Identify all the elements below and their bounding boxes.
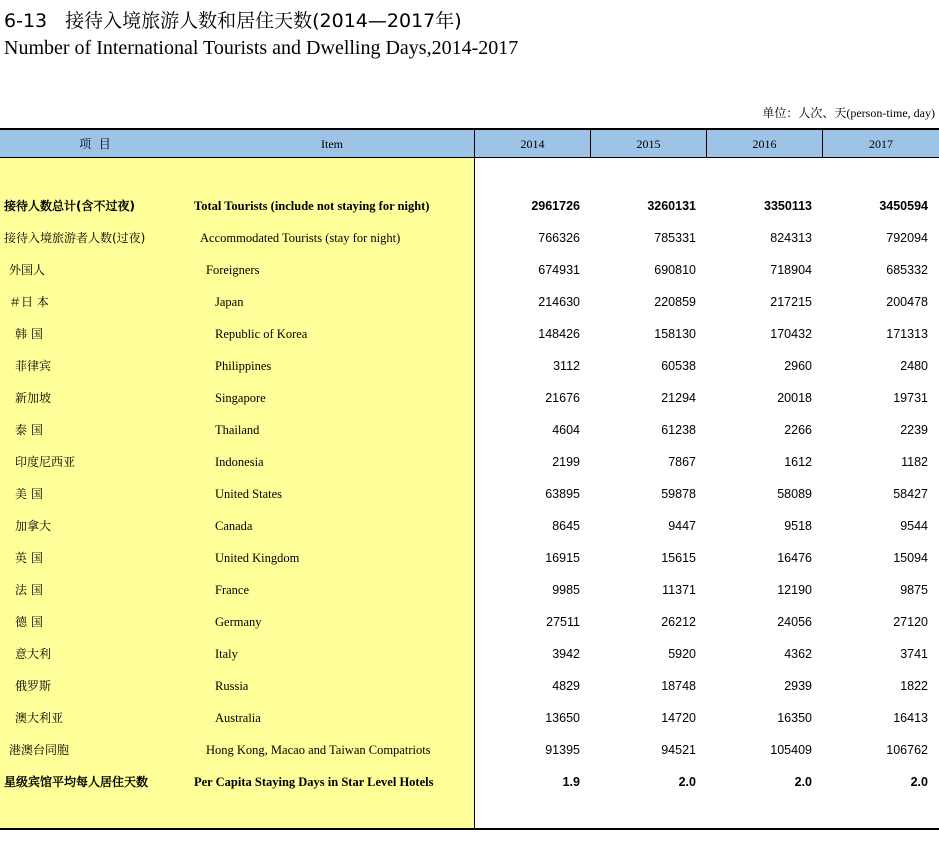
row-label-en: Indonesia <box>215 455 264 469</box>
row-label-en: Singapore <box>215 391 266 405</box>
cell-2015: 26212 <box>661 615 696 629</box>
table-number: 6-13 <box>4 10 48 32</box>
cell-2015: 60538 <box>661 359 696 373</box>
cell-2016: 718904 <box>770 263 812 277</box>
cell-2014: 214630 <box>538 295 580 309</box>
cell-2016: 2.0 <box>794 775 812 789</box>
table-row <box>0 254 939 286</box>
row-label-cn: 星级宾馆平均每人居住天数 <box>4 775 149 789</box>
cell-2015: 59878 <box>661 487 696 501</box>
table-row <box>0 542 939 574</box>
row-label-cn: 澳大利亚 <box>15 711 64 725</box>
cell-2015: 785331 <box>654 231 696 245</box>
cell-2014: 13650 <box>545 711 580 725</box>
cell-2015: 94521 <box>661 743 696 757</box>
cell-2014: 2199 <box>552 455 580 469</box>
cell-2016: 16350 <box>777 711 812 725</box>
cell-2017: 200478 <box>886 295 928 309</box>
row-label-en: Italy <box>215 647 238 661</box>
cell-2014: 4829 <box>552 679 580 693</box>
row-label-en: Germany <box>215 615 262 629</box>
title-cn-text: 接待入境旅游人数和居住天数(2014—2017年) <box>65 10 462 32</box>
table-row <box>0 702 939 734</box>
cell-2014: 766326 <box>538 231 580 245</box>
row-label-en: Total Tourists (include not staying for night) <box>194 199 430 213</box>
cell-2017: 3741 <box>900 647 928 661</box>
cell-2015: 690810 <box>654 263 696 277</box>
unit-label: 单位：人次、天(person-time, day) <box>762 106 935 120</box>
cell-2014: 1.9 <box>562 775 580 789</box>
cell-2017: 2480 <box>900 359 928 373</box>
cell-2016: 4362 <box>784 647 812 661</box>
cell-2014: 148426 <box>538 327 580 341</box>
table-row <box>0 350 939 382</box>
row-label-en: Republic of Korea <box>215 327 308 341</box>
header-year-2015: 2015 <box>636 137 661 151</box>
header-item-en: Item <box>321 137 343 151</box>
row-label-cn: 接待人数总计(含不过夜) <box>4 199 135 213</box>
cell-2017: 2239 <box>900 423 928 437</box>
header-year-2014: 2014 <box>520 137 545 151</box>
cell-2016: 24056 <box>777 615 812 629</box>
page-title-en: Number of International Tourists and Dwelling Days,2014-2017 <box>4 37 519 59</box>
cell-2015: 7867 <box>668 455 696 469</box>
row-label-en: United States <box>215 487 283 501</box>
table-row <box>0 478 939 510</box>
cell-2014: 3112 <box>553 359 580 373</box>
table-row <box>0 766 939 798</box>
row-label-en: France <box>215 583 250 597</box>
row-label-en: Per Capita Staying Days in Star Level Hotels <box>194 775 434 789</box>
row-label-cn: 港澳台同胞 <box>9 743 70 757</box>
cell-2017: 3450594 <box>879 199 928 213</box>
table-row <box>0 574 939 606</box>
cell-2016: 2266 <box>784 423 812 437</box>
cell-2014: 91395 <box>545 743 580 757</box>
cell-2015: 21294 <box>661 391 696 405</box>
row-label-en: Australia <box>215 711 261 725</box>
cell-2016: 824313 <box>770 231 812 245</box>
cell-2014: 4604 <box>552 423 580 437</box>
row-label-en: Hong Kong, Macao and Taiwan Compatriots <box>206 743 431 757</box>
cell-2016: 12190 <box>777 583 812 597</box>
row-label-en: Philippines <box>215 359 272 373</box>
cell-2017: 1822 <box>900 679 928 693</box>
cell-2014: 674931 <box>538 263 580 277</box>
cell-2015: 9447 <box>668 519 696 533</box>
cell-2017: 19731 <box>893 391 928 405</box>
row-label-en: Canada <box>215 519 253 533</box>
row-label-cn: 法 国 <box>15 583 43 597</box>
row-label-cn: 新加坡 <box>15 391 52 405</box>
cell-2014: 9985 <box>552 583 580 597</box>
table-bottom-rule <box>0 828 939 830</box>
row-label-en: Foreigners <box>206 263 260 277</box>
row-label-cn: 菲律宾 <box>15 359 52 373</box>
table-row <box>0 286 939 318</box>
cell-2017: 9875 <box>900 583 928 597</box>
table-row <box>0 382 939 414</box>
cell-2017: 171313 <box>886 327 928 341</box>
table-header <box>0 128 939 158</box>
cell-2017: 106762 <box>886 743 928 757</box>
row-label-en: United Kingdom <box>215 551 300 565</box>
cell-2014: 2961726 <box>531 199 580 213</box>
cell-2016: 2939 <box>784 679 812 693</box>
table-row <box>0 670 939 702</box>
row-label-en: Accommodated Tourists (stay for night) <box>200 231 401 245</box>
cell-2016: 2960 <box>784 359 812 373</box>
cell-2016: 16476 <box>777 551 812 565</box>
cell-2014: 8645 <box>552 519 580 533</box>
cell-2015: 5920 <box>668 647 696 661</box>
cell-2016: 20018 <box>777 391 812 405</box>
cell-2015: 18748 <box>661 679 696 693</box>
cell-2015: 3260131 <box>647 199 696 213</box>
cell-2016: 170432 <box>770 327 812 341</box>
row-label-cn: 外国人 <box>9 263 46 277</box>
cell-2017: 2.0 <box>910 775 928 789</box>
cell-2014: 63895 <box>545 487 580 501</box>
cell-2015: 14720 <box>661 711 696 725</box>
header-year-2016: 2016 <box>752 137 777 151</box>
row-label-en: Thailand <box>215 423 260 437</box>
cell-2017: 27120 <box>893 615 928 629</box>
cell-2017: 16413 <box>893 711 928 725</box>
table-row <box>0 318 939 350</box>
table-row <box>0 446 939 478</box>
row-label-cn: ＃日 本 <box>9 295 49 309</box>
cell-2016: 9518 <box>784 519 812 533</box>
row-label-cn: 意大利 <box>15 647 52 661</box>
cell-2014: 21676 <box>545 391 580 405</box>
cell-2014: 16915 <box>545 551 580 565</box>
table-row <box>0 222 939 254</box>
table-row <box>0 734 939 766</box>
row-label-en: Russia <box>215 679 249 693</box>
cell-2016: 217215 <box>770 295 812 309</box>
cell-2015: 15615 <box>661 551 696 565</box>
row-label-cn: 韩 国 <box>15 327 43 341</box>
cell-2014: 3942 <box>552 647 580 661</box>
cell-2017: 9544 <box>900 519 928 533</box>
cell-2017: 58427 <box>893 487 928 501</box>
header-item-cn: 项 目 <box>79 137 111 151</box>
cell-2017: 15094 <box>893 551 928 565</box>
row-label-cn: 印度尼西亚 <box>15 455 76 469</box>
row-label-cn: 泰 国 <box>15 423 43 437</box>
cell-2016: 3350113 <box>764 199 812 213</box>
row-label-cn: 俄罗斯 <box>15 679 52 693</box>
row-label-cn: 英 国 <box>15 551 43 565</box>
row-label-cn: 德 国 <box>15 615 43 629</box>
table-row <box>0 638 939 670</box>
cell-2015: 158130 <box>654 327 696 341</box>
table-row <box>0 414 939 446</box>
row-label-cn: 美 国 <box>15 487 43 501</box>
cell-2017: 1182 <box>901 455 928 469</box>
table-row <box>0 606 939 638</box>
cell-2014: 27511 <box>546 615 580 629</box>
row-label-cn: 接待入境旅游者人数(过夜) <box>4 231 146 245</box>
row-label-cn: 加拿大 <box>15 519 52 533</box>
page-title-cn <box>4 6 462 33</box>
header-year-2017: 2017 <box>869 137 893 151</box>
cell-2017: 792094 <box>886 231 928 245</box>
cell-2015: 61238 <box>661 423 696 437</box>
row-label-en: Japan <box>215 295 244 309</box>
table-row <box>0 510 939 542</box>
cell-2015: 11371 <box>662 583 696 597</box>
table-row <box>0 190 939 222</box>
cell-2016: 105409 <box>770 743 812 757</box>
cell-2015: 2.0 <box>678 775 696 789</box>
cell-2016: 58089 <box>777 487 812 501</box>
cell-2016: 1612 <box>784 455 812 469</box>
cell-2017: 685332 <box>886 263 928 277</box>
cell-2015: 220859 <box>654 295 696 309</box>
